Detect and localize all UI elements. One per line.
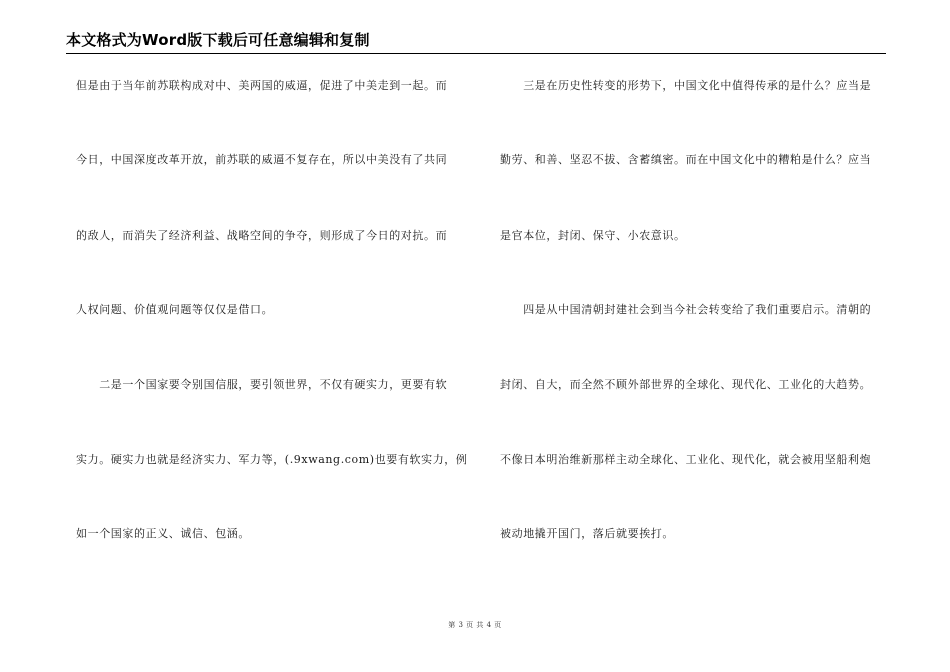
text-line: 但是由于当年前苏联构成对中、美两国的威逼，促进了中美走到一起。而 [76,79,448,92]
header-title: 本文格式为Word版下载后可任意编辑和复制 [66,31,370,49]
text-line: 二是一个国家要令别国信服，要引领世界，不仅有硬实力，更要有软 [76,378,448,391]
document-header [66,30,886,52]
text-line: 的敌人，而消失了经济利益、战略空间的争夺，则形成了今日的对抗。而 [76,229,448,242]
text-line: 不像日本明治维新那样主动全球化、工业化、现代化，就会被用坚船利炮 [500,453,872,466]
text-line: 四是从中国清朝封建社会到当今社会转变给了我们重要启示。清朝的 [500,303,872,316]
header-divider [66,53,886,54]
text-line: 今日，中国深度改革开放，前苏联的威逼不复存在，所以中美没有了共同 [76,153,448,166]
text-line: 如一个国家的正义、诚信、包涵。 [76,527,250,540]
text-line: 三是在历史性转变的形势下，中国文化中值得传承的是什么？应当是 [500,79,872,92]
text-line: 封闭、自大，而全然不顾外部世界的全球化、现代化、工业化的大趋势。 [500,378,872,391]
text-line: 勤劳、和善、坚忍不拔、含蓄缜密。而在中国文化中的糟粕是什么？应当 [500,153,872,166]
text-line: 实力。硬实力也就是经济实力、军力等，(.9xwang.com)也要有软实力，例 [76,453,468,466]
page-number: 第 3 页 共 4 页 [448,621,502,629]
text-line: 被动地撬开国门，落后就要挨打。 [500,527,674,540]
text-line: 是官本位，封闭、保守、小农意识。 [500,229,686,242]
text-line: 人权问题、价值观问题等仅仅是借口。 [76,303,274,316]
